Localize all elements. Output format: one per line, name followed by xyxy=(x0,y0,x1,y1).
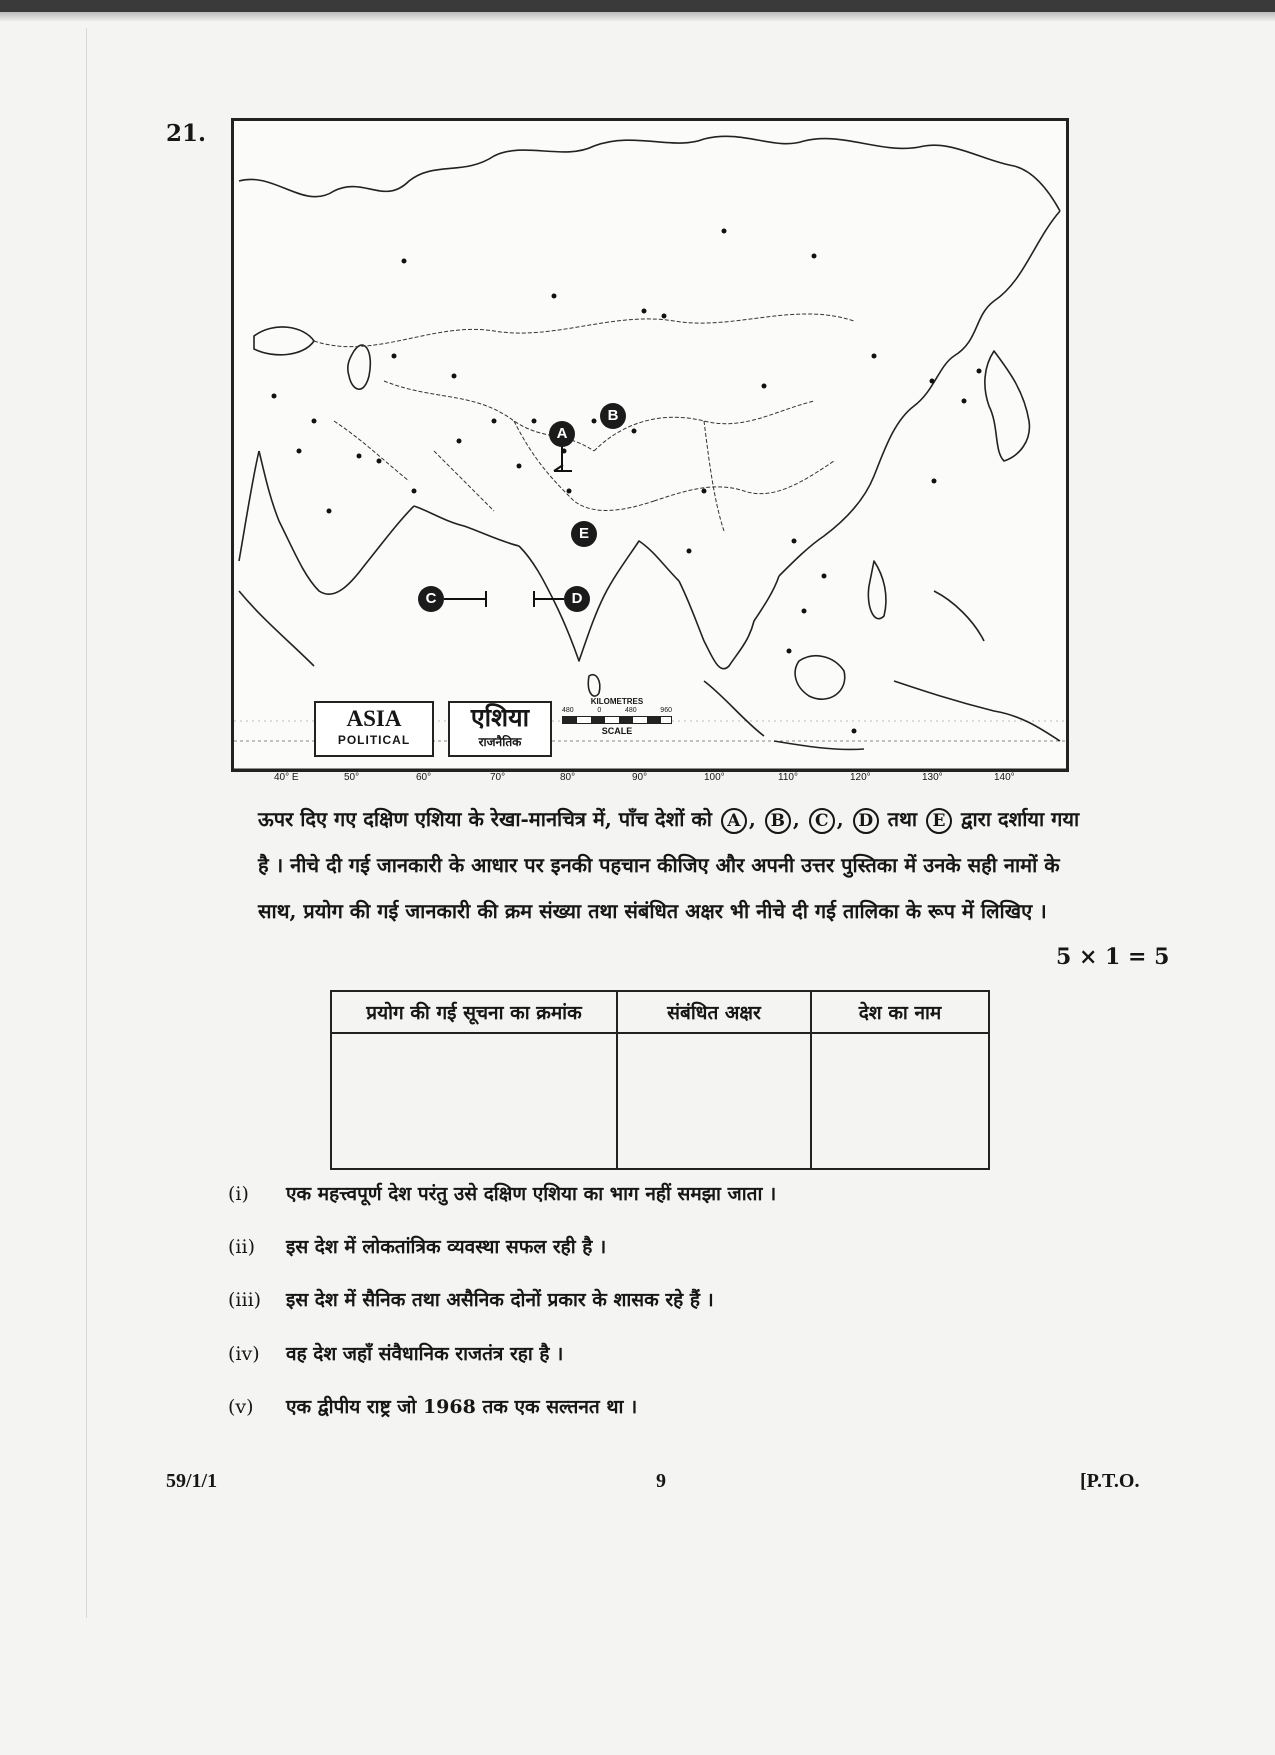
table-header: देश का नाम xyxy=(811,991,989,1033)
circled-letter-a: A xyxy=(721,808,747,834)
table-header: संबंधित अक्षर xyxy=(617,991,811,1033)
marks-allocation: 5 × 1 = 5 xyxy=(1056,944,1170,970)
map-title-hindi xyxy=(448,701,552,757)
map-title-english xyxy=(314,701,434,757)
answer-table xyxy=(330,990,990,1170)
scan-top-edge xyxy=(0,0,1275,12)
clue-index: (i) xyxy=(228,1183,249,1205)
circled-letter-b: B xyxy=(765,808,791,834)
map-subtitle-hi: राजनैतिक xyxy=(478,735,522,749)
longitude-label: 130° xyxy=(922,772,943,783)
clue-text: एक महत्त्वपूर्ण देश परंतु उसे दक्षिण एशिया का भाग नहीं समझा जाता । xyxy=(286,1183,777,1205)
scale-caption: KILOMETRES xyxy=(590,697,644,706)
clue-index: (iii) xyxy=(228,1289,262,1311)
longitude-label: 70° xyxy=(490,772,506,783)
map-title: ASIA xyxy=(346,706,402,731)
table-cell xyxy=(331,1033,617,1169)
scale-ticks xyxy=(562,707,672,714)
longitude-label: 90° xyxy=(632,772,648,783)
circled-letter-d: D xyxy=(853,808,879,834)
table-header-row xyxy=(331,991,989,1033)
clue-index: (v) xyxy=(228,1396,254,1418)
clue-index: (iv) xyxy=(228,1343,260,1365)
scale-tick: 480 xyxy=(624,707,637,714)
map-subtitle: POLITICAL xyxy=(337,733,411,747)
scan-shadow xyxy=(0,12,1275,22)
clue-item xyxy=(228,1233,1068,1259)
paper-code: 59/1/1 xyxy=(166,1470,218,1492)
map-marker-a: A xyxy=(549,421,575,447)
clue-item xyxy=(228,1340,1068,1366)
clue-text: वह देश जहाँ संवैधानिक राजतंत्र रहा है । xyxy=(286,1343,564,1365)
question-number: 21. xyxy=(166,120,207,147)
longitude-label: 140° xyxy=(994,772,1015,783)
please-turn-over: [P.T.O. xyxy=(1080,1470,1140,1492)
scale-tick: 480 xyxy=(562,707,574,714)
scale-label: SCALE xyxy=(601,726,633,736)
clue-item xyxy=(228,1180,1068,1206)
scale-bar xyxy=(562,716,672,724)
map-marker-d: D xyxy=(564,586,590,612)
clue-text: इस देश में सैनिक तथा असैनिक दोनों प्रकार के शासक रहे हैं । xyxy=(286,1289,714,1311)
asia-political-map xyxy=(231,118,1069,783)
map-marker-b: B xyxy=(600,403,626,429)
clue-item xyxy=(228,1393,1068,1419)
clue-index: (ii) xyxy=(228,1236,255,1258)
scale-tick: 960 xyxy=(660,707,672,714)
map-marker-e: E xyxy=(571,521,597,547)
page-number: 9 xyxy=(656,1470,666,1492)
map-title-hi: एशिया xyxy=(470,703,530,732)
table-cell xyxy=(617,1033,811,1169)
map-outline xyxy=(234,121,1066,769)
instruction-conjunction: तथा xyxy=(887,807,918,831)
circled-letter-c: C xyxy=(809,808,835,834)
map-marker-c: C xyxy=(418,586,444,612)
circled-letter-e: E xyxy=(926,808,952,834)
clue-item xyxy=(228,1286,1068,1312)
longitude-label: 40° E xyxy=(274,772,299,783)
map-scale xyxy=(562,697,672,736)
longitude-label: 110° xyxy=(778,772,798,783)
instruction-part-1: ऊपर दिए गए दक्षिण एशिया के रेखा-मानचित्र में, पाँच देशों को xyxy=(258,807,712,831)
scale-tick: 0 xyxy=(597,707,602,714)
longitude-label: 60° xyxy=(416,772,432,783)
longitude-label: 50° xyxy=(344,772,360,783)
clue-text: एक द्वीपीय राष्ट्र जो 1968 तक एक सल्तनत था । xyxy=(286,1396,638,1418)
clue-text: इस देश में लोकतांत्रिक व्यवस्था सफल रही है । xyxy=(286,1236,607,1258)
longitude-label: 120° xyxy=(850,772,871,783)
longitude-label: 80° xyxy=(560,772,576,783)
longitude-label: 100° xyxy=(704,772,725,783)
table-row xyxy=(331,1033,989,1169)
table-header: प्रयोग की गई सूचना का क्रमांक xyxy=(331,991,617,1033)
instruction-paragraph: ऊपर दिए गए दक्षिण एशिया के रेखा-मानचित्र में, पाँच देशों को A , B , C , D तथा E द्वारा दर्शाया गया है । नीचे दी गई जानकारी के आधार पर इनकी पहचान कीजिए और अपनी उत्तर पुस्तिका में उनके सही नामों के साथ, प्रयोग की गई जानकारी की क्रम संख्या तथा संबंधित अक्षर भी नीचे दी गई तालिका के रूप में लिखिए । xyxy=(258,807,1080,923)
table-cell xyxy=(811,1033,989,1169)
instruction-part-2: द्वारा दर्शाया गया है । नीचे दी गई जानकारी के आधार पर इनकी पहचान कीजिए और अपनी उत्तर पुस्तिका में उनके सही नामों के साथ, प्रयोग की गई जानकारी की क्रम संख्या तथा संबंधित अक्षर भी नीचे दी गई तालिका के रूप में लिखिए । xyxy=(258,807,1080,923)
longitude-labels xyxy=(234,772,1066,786)
